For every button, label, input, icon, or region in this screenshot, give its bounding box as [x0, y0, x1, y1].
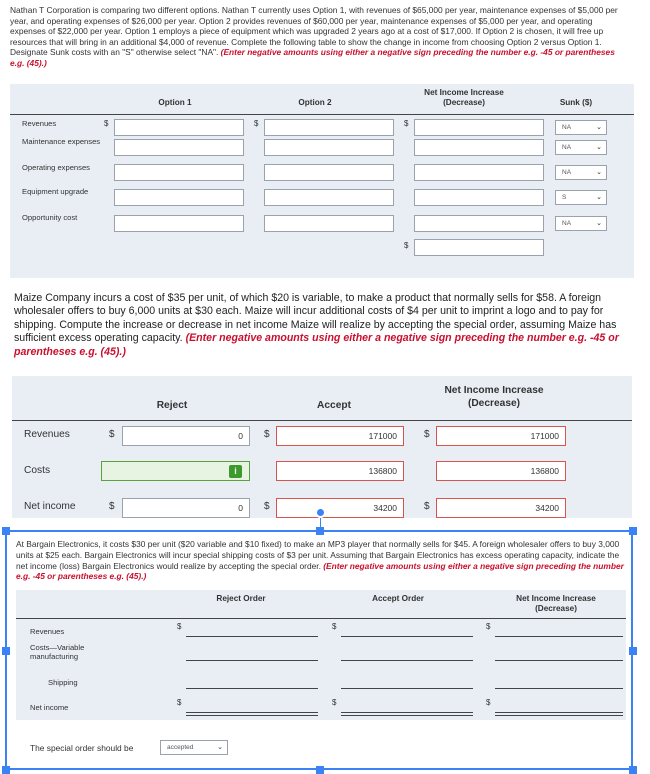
header-reject: Reject [156, 400, 188, 411]
currency-sign: $ [109, 501, 115, 512]
option2-maintenance-input[interactable] [264, 139, 394, 156]
conclusion-value: accepted [167, 744, 194, 751]
net-net-income-input[interactable]: 34200 [436, 498, 566, 518]
reject-net-income-input[interactable] [186, 712, 318, 713]
header-net: Net Income Increase (Decrease) [424, 88, 504, 107]
net-variable-input[interactable] [495, 660, 623, 661]
option1-revenues-input[interactable] [114, 119, 244, 136]
currency-sign: $ [109, 429, 115, 440]
resize-handle-left[interactable] [2, 647, 10, 655]
sunk-value: S [562, 194, 567, 201]
problem3-table [16, 590, 626, 720]
header-rule [12, 420, 632, 421]
chevron-down-icon: ⌄ [596, 194, 602, 201]
currency-sign: $ [486, 622, 491, 631]
sunk-value: NA [562, 124, 572, 131]
resize-handle-top[interactable] [316, 527, 324, 535]
option2-revenues-input[interactable] [264, 119, 394, 136]
currency-sign: $ [264, 501, 270, 512]
problem1-body: Nathan T Corporation is comparing two different options. Nathan T currently uses Option 1, with revenues of $65,000 per year, maintenance expenses of $5,000 per year, and operating expenses of $26,000 per year. Option 2 provides revenues of $60,000 per year, maintenance expenses of $5,000 per year, and operating expenses of $22,000 per year. Option 1 employs a piece of equipment which was upgraded 2 years ago at a cost of $17,000. If Option 2 is chosen, it will free up resources that will bring in an additional $4,000 of revenue. Complete the following table to show the change in income from choosing Option 2 versus Option 1. Designate Sunk costs with an "S" otherwise select "NA". [10, 5, 618, 58]
row-label-opportunity: Opportunity cost [22, 213, 78, 222]
currency-sign: $ [332, 622, 337, 631]
header-reject-order: Reject Order [216, 594, 266, 603]
header-net: Net Income Increase (Decrease) [444, 385, 544, 409]
sunk-value: NA [562, 169, 572, 176]
reject-revenues-input[interactable] [186, 636, 318, 637]
header-option1: Option 1 [158, 98, 192, 107]
sunk-select-revenues[interactable] [555, 120, 607, 135]
accept-revenues-input[interactable] [341, 636, 473, 637]
header-rule [16, 618, 626, 619]
row-label-net-income: Net income [24, 501, 76, 512]
row-label-revenues: Revenues [30, 627, 65, 636]
currency-sign: $ [177, 622, 182, 631]
resize-handle-bl[interactable] [2, 766, 10, 774]
resize-handle-right[interactable] [629, 647, 637, 655]
option2-equipment-input[interactable] [264, 189, 394, 206]
row-label-costs: Costs [24, 465, 51, 476]
row-label-revenues: Revenues [22, 119, 57, 128]
resize-handle-tl[interactable] [2, 527, 10, 535]
row-label-shipping: Shipping [48, 678, 78, 687]
reject-costs-input[interactable] [101, 461, 250, 481]
sunk-select-equipment[interactable] [555, 190, 607, 205]
row-label-revenues: Revenues [24, 429, 70, 440]
currency-sign: $ [424, 501, 430, 512]
reject-variable-input[interactable] [186, 660, 318, 661]
currency-sign: $ [486, 698, 491, 707]
chevron-down-icon: ⌄ [217, 744, 223, 751]
sunk-value: NA [562, 220, 572, 227]
header-rule [10, 114, 634, 115]
net-opportunity-input[interactable] [414, 215, 544, 232]
header-option2: Option 2 [298, 98, 332, 107]
reject-shipping-input[interactable] [186, 688, 318, 689]
problem2-instruction: (Enter negative amounts using either a negative sign preceding the number e.g. -45 or parentheses e.g. (45).) [14, 332, 619, 358]
double-underline [186, 715, 318, 716]
net-operating-input[interactable] [414, 164, 544, 181]
accept-variable-input[interactable] [341, 660, 473, 661]
resize-handle-br[interactable] [629, 766, 637, 774]
net-maintenance-input[interactable] [414, 139, 544, 156]
row-label-net-income: Net income [30, 703, 69, 712]
currency-sign: $ [404, 119, 409, 128]
double-underline [341, 715, 473, 716]
currency-sign: $ [424, 429, 430, 440]
accept-shipping-input[interactable] [341, 688, 473, 689]
rotate-handle[interactable] [315, 507, 326, 518]
header-sunk: Sunk ($) [559, 98, 593, 107]
problem2-text [14, 292, 634, 359]
net-equipment-input[interactable] [414, 189, 544, 206]
currency-sign: $ [177, 698, 182, 707]
net-shipping-input[interactable] [495, 688, 623, 689]
problem3-body: At Bargain Electronics, it costs $30 per unit ($20 variable and $10 fixed) to make an MP3 player that normally sells for $45. A foreign wholesaler offers to buy 3,000 units at $25 each. Bargain Electronics will incur special shipping costs of $3 per unit. Assuming that Bargain Electronics has excess operating capacity, indicate the net income (loss) Bargain Electronics would realize by accepting the special order. [16, 539, 620, 571]
currency-sign: $ [404, 241, 409, 250]
chevron-down-icon: ⌄ [596, 144, 602, 151]
reject-revenues-input[interactable]: 0 [122, 426, 250, 446]
sunk-select-operating[interactable] [555, 165, 607, 180]
header-accept-order: Accept Order [372, 594, 424, 603]
accept-revenues-input[interactable]: 171000 [276, 426, 404, 446]
reject-net-income-input[interactable]: 0 [122, 498, 250, 518]
row-label-maintenance: Maintenance expenses [22, 137, 101, 146]
chevron-down-icon: ⌄ [596, 169, 602, 176]
option2-opportunity-input[interactable] [264, 215, 394, 232]
net-total-input[interactable] [414, 239, 544, 256]
sunk-value: NA [562, 144, 572, 151]
accept-net-income-input[interactable]: 34200 [276, 498, 404, 518]
currency-sign: $ [254, 119, 259, 128]
problem1-instruction: (Enter negative amounts using either a negative sign preceding the number e.g. -45 or parentheses e.g. (45).) [10, 47, 615, 68]
option1-opportunity-input[interactable] [114, 215, 244, 232]
problem2-table [12, 376, 632, 518]
chevron-down-icon: ⌄ [596, 220, 602, 227]
net-revenues-input[interactable] [414, 119, 544, 136]
problem1-table [10, 84, 634, 278]
net-revenues-input[interactable] [495, 636, 623, 637]
chevron-down-icon: ⌄ [596, 124, 602, 131]
option1-equipment-input[interactable] [114, 189, 244, 206]
net-net-income-input[interactable] [495, 712, 623, 713]
sunk-select-opportunity[interactable] [555, 216, 607, 231]
problem3-instruction: (Enter negative amounts using either a negative sign preceding the number e.g. -45 or parentheses e.g. (45).) [16, 560, 624, 582]
net-costs-input[interactable]: 136800 [436, 461, 566, 481]
header-accept: Accept [317, 400, 351, 411]
currency-sign: $ [332, 698, 337, 707]
option1-maintenance-input[interactable] [114, 139, 244, 156]
accept-costs-input[interactable]: 136800 [276, 461, 404, 481]
sunk-select-maintenance[interactable] [555, 140, 607, 155]
header-net: Net Income Increase (Decrease) [516, 594, 596, 613]
net-revenues-input[interactable]: 171000 [436, 426, 566, 446]
problem1-text [10, 5, 630, 69]
conclusion-label: The special order should be [30, 743, 134, 753]
conclusion-select[interactable] [160, 740, 228, 755]
currency-sign: $ [104, 119, 109, 128]
row-label-operating: Operating expenses [22, 163, 90, 172]
accept-net-income-input[interactable] [341, 712, 473, 713]
row-label-equipment: Equipment upgrade [22, 187, 89, 196]
currency-sign: $ [264, 429, 270, 440]
resize-handle-tr[interactable] [629, 527, 637, 535]
resize-handle-bottom[interactable] [316, 766, 324, 774]
info-icon[interactable]: i [229, 465, 242, 478]
problem3-text [16, 539, 624, 582]
problem2-body: Maize Company incurs a cost of $35 per unit, of which $20 is variable, to make a product that normally sells for $58. A foreign wholesaler offers to buy 6,000 units at $30 each. Maize will incur additional costs of $4 per unit to imprint a logo and to pay for shipping. Compute the increase or decrease in net income Maize will realize by accepting the special order, assuming Maize has sufficient excess operating capacity. [14, 292, 617, 345]
double-underline [495, 715, 623, 716]
option1-operating-input[interactable] [114, 164, 244, 181]
option2-operating-input[interactable] [264, 164, 394, 181]
row-label-variable-costs: Costs—Variable manufacturing [30, 643, 85, 661]
